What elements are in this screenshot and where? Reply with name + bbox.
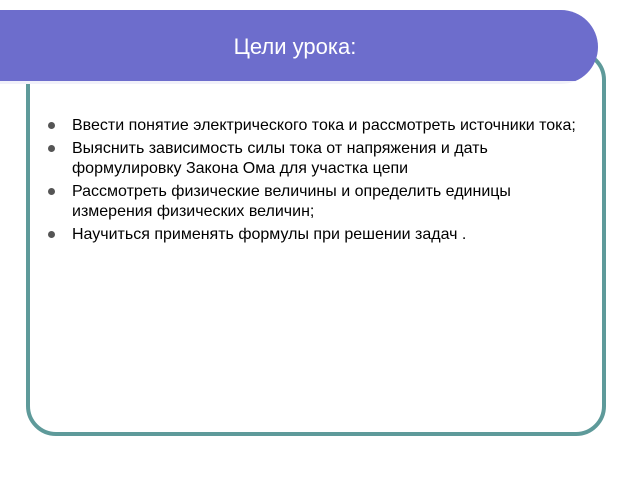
bullet-list <box>46 116 586 248</box>
bullet-dot-icon <box>48 145 55 152</box>
bullet-item-2 <box>46 139 586 179</box>
bullet-dot-icon <box>48 122 55 129</box>
bullet-text: Рассмотреть физические величины и определить единицы измерения физических величин; <box>72 183 511 220</box>
bullet-text: Ввести понятие электрического тока и рассмотреть источники тока; <box>72 117 576 134</box>
bullet-text: Научиться применять формулы при решении задач . <box>72 226 467 243</box>
bullet-item-1 <box>46 116 586 136</box>
bullet-item-4 <box>46 225 586 245</box>
bullet-text: Выяснить зависимость силы тока от напряжения и дать формулировку Закона Ома для участка цепи <box>72 140 488 177</box>
bullet-dot-icon <box>48 231 55 238</box>
bullet-item-3 <box>46 182 586 222</box>
bullet-dot-icon <box>48 188 55 195</box>
slide-title: Цели урока: <box>233 34 357 59</box>
